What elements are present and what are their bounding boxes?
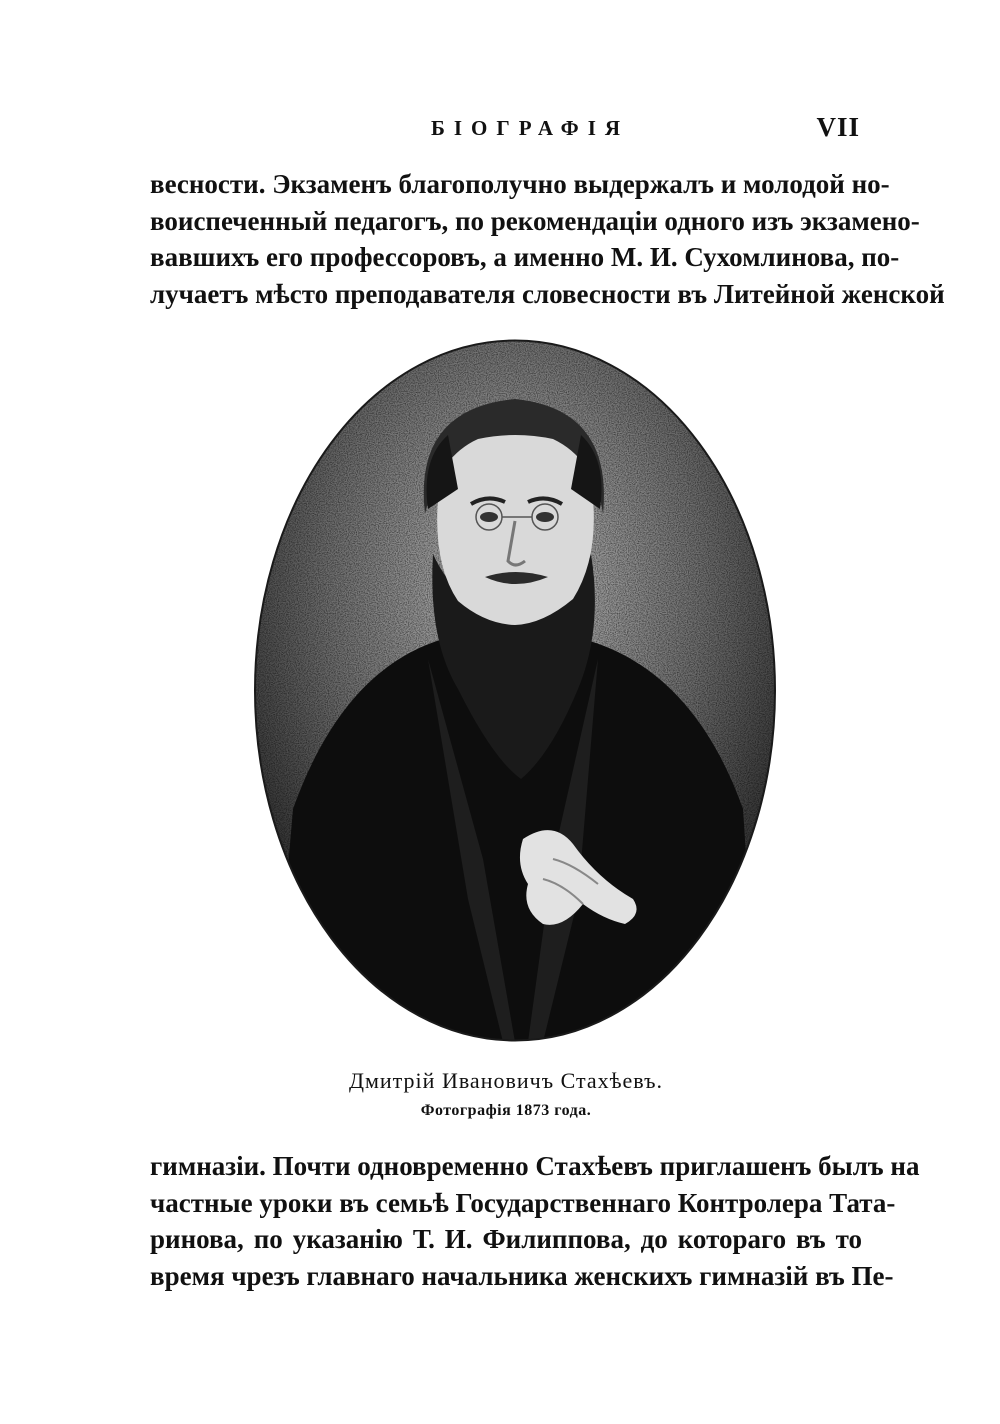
text-line: время чрезъ главнаго начальника женскихъ гимназій въ Пе- bbox=[150, 1260, 894, 1291]
oval-portrait-photograph bbox=[253, 339, 777, 1042]
figure-caption-photo: Фотографія 1873 года. bbox=[420, 1102, 592, 1119]
text-line: гимназіи. Почти одновременно Стахѣевъ приглашенъ былъ на bbox=[150, 1151, 920, 1181]
text-line: весности. Экзаменъ благополучно выдержалъ и молодой но- bbox=[150, 169, 890, 199]
text-line: частные уроки въ семьѣ Государственнаго Контролера Тата- bbox=[150, 1187, 896, 1218]
running-head bbox=[150, 112, 860, 146]
text-line: лучаетъ мѣсто преподавателя словесности въ Литейной женской bbox=[150, 278, 945, 309]
page-number: VII bbox=[816, 112, 860, 142]
paragraph-bottom bbox=[150, 1148, 920, 1294]
text-line: вавшихъ его профессоровъ, а именно М. И. Сухомлинова, по- bbox=[150, 242, 900, 272]
paragraph-top bbox=[150, 166, 945, 312]
text-line: ринова, по указанію Т. И. Филиппова, до котораго въ то bbox=[150, 1224, 862, 1254]
running-title: БІОГРАФІЯ bbox=[430, 116, 630, 140]
figure-caption-name: Дмитрій Ивановичъ Стахѣевъ. bbox=[348, 1068, 664, 1093]
text-line: воиспеченный педагогъ, по рекомендаціи одного изъ экзамено- bbox=[150, 205, 920, 236]
